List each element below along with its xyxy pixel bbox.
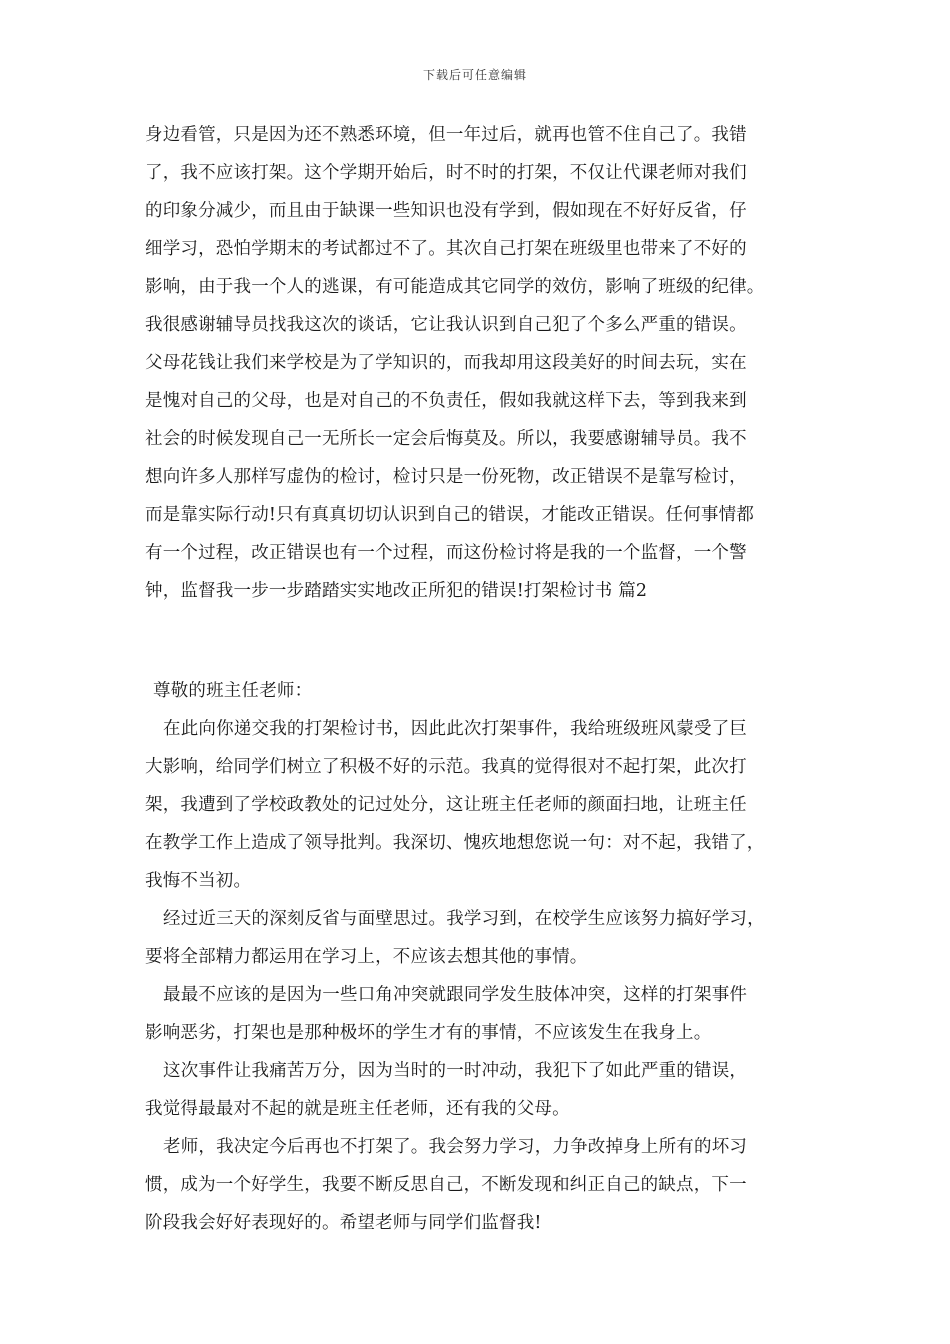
text-line: 在教学工作上造成了领导批判。我深切、愧疚地想您说一句：对不起，我错了， (145, 833, 765, 853)
paragraph-start-line: 最最不应该的是因为一些口角冲突就跟同学发生肢体冲突，这样的打架事件 (163, 985, 748, 1005)
text-line: 惯，成为一个好学生，我要不断反思自己，不断发现和纠正自己的缺点，下一 (145, 1175, 747, 1195)
section-2-text (145, 672, 825, 1242)
text-line: 我很感谢辅导员找我这次的谈话，它让我认识到自己犯了个多么严重的错误。 (145, 315, 747, 335)
text-line: 钟，监督我一步一步踏踏实实地改正所犯的错误!打架检讨书 篇2 (145, 581, 648, 601)
paragraph-start-line: 在此向你递交我的打架检讨书，因此此次打架事件，我给班级班风蒙受了巨 (163, 719, 748, 739)
text-line: 影响恶劣，打架也是那种极坏的学生才有的事情，不应该发生在我身上。 (145, 1023, 712, 1043)
text-line: 我悔不当初。 (145, 871, 252, 891)
text-line: 影响，由于我一个人的逃课，有可能造成其它同学的效仿，影响了班级的纪律。 (145, 277, 765, 297)
text-line: 是愧对自己的父母，也是对自己的不负责任，假如我就这样下去，等到我来到 (145, 391, 747, 411)
text-line: 我觉得最最对不起的就是班主任老师，还有我的父母。 (145, 1099, 570, 1119)
salutation: 尊敬的班主任老师： (153, 681, 313, 701)
text-line: 社会的时候发现自己一无所长一定会后悔莫及。所以，我要感谢辅导员。我不 (145, 429, 747, 449)
text-line: 的印象分减少，而且由于缺课一些知识也没有学到，假如现在不好好反省，仔 (145, 201, 747, 221)
header-note: 下载后可任意编辑 (422, 68, 527, 82)
text-line: 阶段我会好好表现好的。希望老师与同学们监督我! (145, 1213, 542, 1233)
text-line: 了，我不应该打架。这个学期开始后，时不时的打架，不仅让代课老师对我们 (145, 163, 747, 183)
text-line: 细学习，恐怕学期末的考试都过不了。其次自己打架在班级里也带来了不好的 (145, 239, 747, 259)
paragraph-start-line: 这次事件让我痛苦万分，因为当时的一时冲动，我犯下了如此严重的错误， (163, 1061, 748, 1081)
section-1-text (145, 116, 825, 610)
text-line: 架，我遭到了学校政教处的记过处分，这让班主任老师的颜面扫地，让班主任 (145, 795, 747, 815)
text-line: 父母花钱让我们来学校是为了学知识的，而我却用这段美好的时间去玩，实在 (145, 353, 747, 373)
text-line: 大影响，给同学们树立了积极不好的示范。我真的觉得很对不起打架，此次打 (145, 757, 747, 777)
paragraph-start-line: 经过近三天的深刻反省与面壁思过。我学习到，在校学生应该努力搞好学习， (163, 909, 765, 929)
text-line: 要将全部精力都运用在学习上，不应该去想其他的事情。 (145, 947, 588, 967)
text-line: 身边看管，只是因为还不熟悉环境，但一年过后，就再也管不住自己了。我错 (145, 125, 747, 145)
text-line: 有一个过程，改正错误也有一个过程，而这份检讨将是我的一个监督，一个警 (145, 543, 747, 563)
text-line: 想向许多人那样写虚伪的检讨，检讨只是一份死物，改正错误不是靠写检讨， (145, 467, 747, 487)
text-line: 而是靠实际行动!只有真真切切认识到自己的错误，才能改正错误。任何事情都 (145, 505, 755, 525)
paragraph-start-line: 老师，我决定今后再也不打架了。我会努力学习，力争改掉身上所有的坏习 (163, 1137, 748, 1157)
